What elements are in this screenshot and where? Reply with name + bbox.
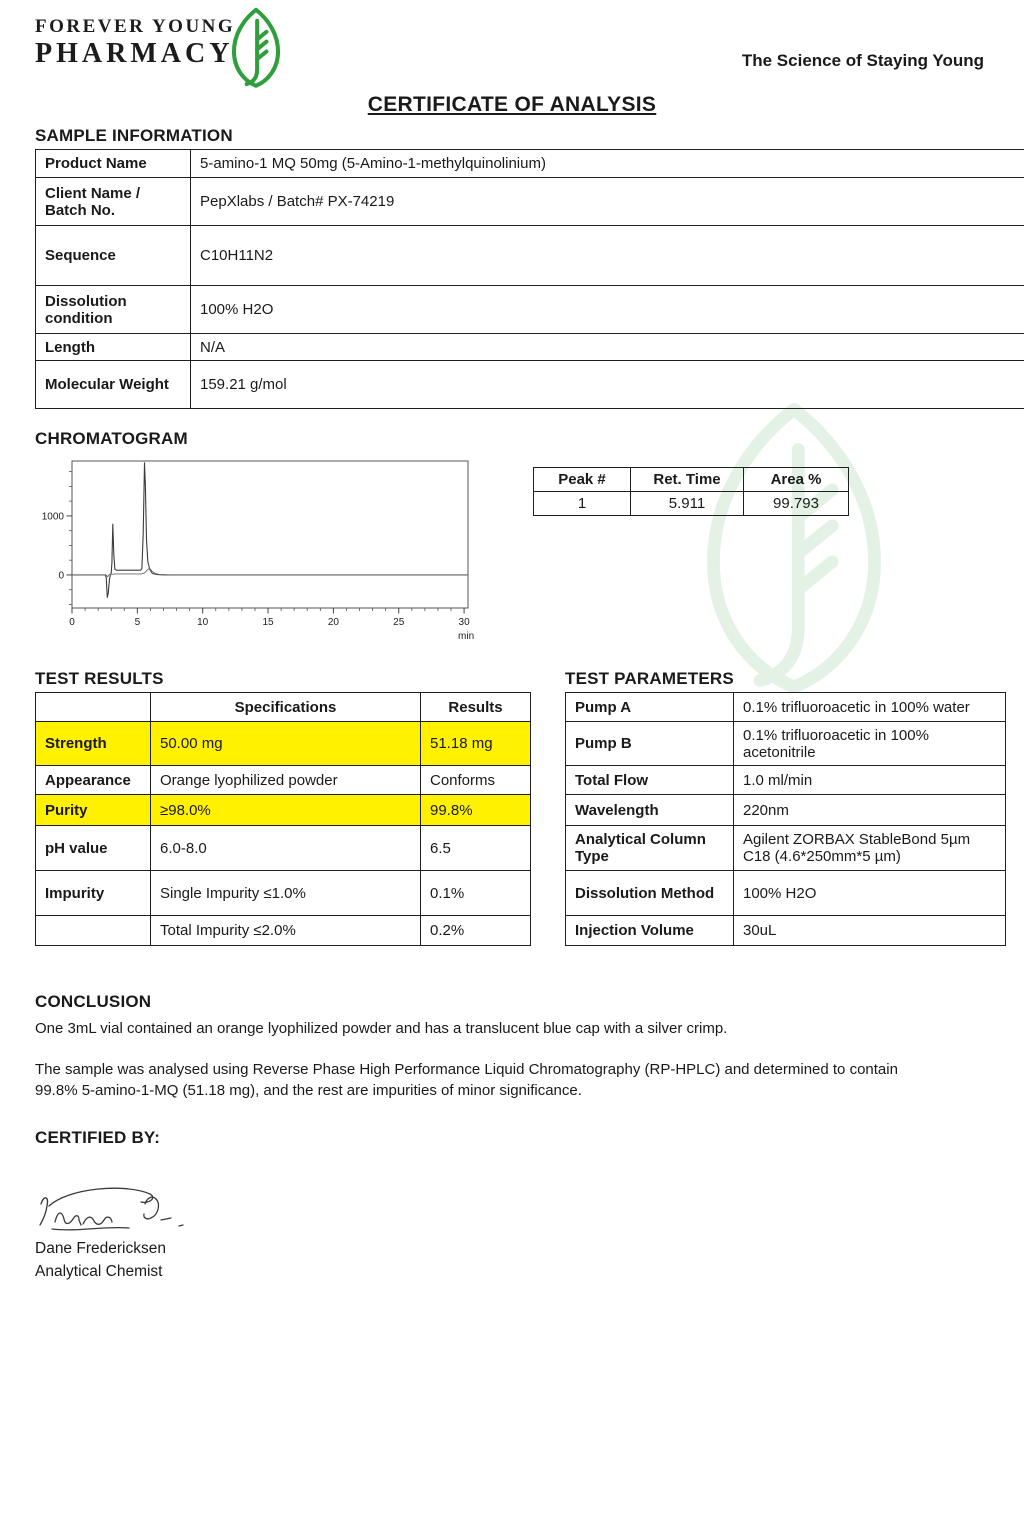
table-row: [566, 795, 1006, 826]
specifications-header: Specifications: [151, 693, 421, 722]
conclusion-paragraph-1: One 3mL vial contained an orange lyophilized powder and has a translucent blue cap with a silver crimp.: [35, 1020, 728, 1037]
param-value: 1.0 ml/min: [734, 766, 1006, 795]
field-label: Length: [36, 334, 191, 361]
tagline: The Science of Staying Young: [741, 51, 984, 70]
field-label: Dissolution condition: [36, 286, 191, 334]
table-row: [36, 178, 1024, 226]
field-label: Client Name / Batch No.: [36, 178, 191, 226]
param-value: 0.1% trifluoroacetic in 100% acetonitrile: [734, 722, 1006, 766]
conclusion-heading: CONCLUSION: [35, 992, 152, 1011]
test-spec: ≥98.0%: [151, 795, 421, 826]
pharmacy-logo: [35, 16, 235, 70]
logo-line1: FOREVER YOUNG: [35, 16, 236, 37]
area-pct: 99.793: [744, 492, 849, 516]
test-results-table: [35, 692, 531, 946]
test-name: pH value: [36, 826, 151, 871]
field-label: Sequence: [36, 226, 191, 286]
table-header-row: [534, 468, 849, 492]
table-row-impurity: [36, 871, 531, 916]
param-label: Wavelength: [566, 795, 734, 826]
area-pct-header: Area %: [744, 468, 849, 492]
svg-text:15: 15: [262, 617, 274, 628]
test-result: 0.1%: [421, 871, 531, 916]
param-value: 100% H2O: [734, 871, 1006, 916]
svg-text:1000: 1000: [41, 511, 64, 523]
svg-text:30: 30: [458, 617, 470, 628]
field-value: C10H11N2: [191, 226, 1024, 286]
table-row: [566, 871, 1006, 916]
svg-text:25: 25: [393, 617, 405, 628]
test-parameters-table: [565, 692, 1006, 946]
certifier-name: Dane Fredericksen: [35, 1240, 166, 1257]
param-label: Pump A: [566, 693, 734, 722]
certified-by-heading: CERTIFIED BY:: [35, 1128, 161, 1147]
results-header: Results: [421, 693, 531, 722]
conclusion-paragraph-2: The sample was analysed using Reverse Phase High Performance Liquid Chromatography (RP-HPLC) and determined to contain 99.8% 5-amino-1-MQ (51.18 mg), and the rest are impurities of minor significance.: [35, 1061, 898, 1099]
field-label: Product Name: [36, 150, 191, 178]
param-label: Analytical Column Type: [566, 826, 734, 871]
test-result: 51.18 mg: [421, 722, 531, 766]
sample-information-heading: SAMPLE INFORMATION: [35, 126, 233, 145]
svg-text:20: 20: [327, 617, 339, 628]
param-value: 0.1% trifluoroacetic in 100% water: [734, 693, 1006, 722]
blank-header: [36, 693, 151, 722]
test-spec: Total Impurity ≤2.0%: [151, 916, 421, 946]
svg-text:0: 0: [69, 617, 75, 628]
table-row: [566, 693, 1006, 722]
leaf-watermark-icon: [688, 392, 900, 702]
test-name: Impurity: [36, 871, 151, 916]
test-result: Conforms: [421, 766, 531, 795]
test-spec: Single Impurity ≤1.0%: [151, 871, 421, 916]
table-row-appearance: [36, 766, 531, 795]
test-results-heading: TEST RESULTS: [35, 669, 164, 688]
test-spec: 50.00 mg: [151, 722, 421, 766]
table-row: [36, 150, 1024, 178]
svg-text:min: min: [458, 631, 475, 642]
field-value: N/A: [191, 334, 1024, 361]
test-result: 99.8%: [421, 795, 531, 826]
param-label: Pump B: [566, 722, 734, 766]
table-row: [566, 916, 1006, 946]
table-row: [534, 492, 849, 516]
table-row: [36, 334, 1024, 361]
test-spec: 6.0-8.0: [151, 826, 421, 871]
param-value: Agilent ZORBAX StableBond 5µm C18 (4.6*250mm*5 µm): [734, 826, 1006, 871]
field-value: 159.21 g/mol: [191, 361, 1024, 409]
field-value: 100% H2O: [191, 286, 1024, 334]
ret-time-header: Ret. Time: [631, 468, 744, 492]
logo-line2: PHARMACY: [35, 37, 234, 69]
test-parameters-heading: TEST PARAMETERS: [565, 669, 734, 688]
svg-text:0: 0: [58, 570, 64, 582]
field-value: 5-amino-1 MQ 50mg (5-Amino-1-methylquinolinium): [191, 150, 1024, 178]
certifier-title: Analytical Chemist: [35, 1263, 163, 1280]
table-row: [566, 722, 1006, 766]
table-row: [36, 286, 1024, 334]
peak-number: 1: [534, 492, 631, 516]
param-label: Dissolution Method: [566, 871, 734, 916]
chromatogram-heading: CHROMATOGRAM: [35, 429, 188, 448]
field-value: PepXlabs / Batch# PX-74219: [191, 178, 1024, 226]
leaf-logo-icon: [227, 6, 285, 89]
table-row-ph: [36, 826, 531, 871]
field-label: Molecular Weight: [36, 361, 191, 409]
svg-text:5: 5: [134, 617, 141, 628]
document-title: CERTIFICATE OF ANALYSIS: [367, 93, 657, 116]
param-value: 30uL: [734, 916, 1006, 946]
table-row: [566, 826, 1006, 871]
table-row-strength: [36, 722, 531, 766]
test-spec: Orange lyophilized powder: [151, 766, 421, 795]
table-row: [566, 766, 1006, 795]
sample-information-table: [35, 149, 1024, 409]
param-value: 220nm: [734, 795, 1006, 826]
peak-number-header: Peak #: [534, 468, 631, 492]
peak-table: [533, 467, 849, 516]
test-result: 6.5: [421, 826, 531, 871]
test-name: [36, 916, 151, 946]
test-name: Strength: [36, 722, 151, 766]
signature: [33, 1182, 198, 1237]
table-row-purity: [36, 795, 531, 826]
ret-time: 5.911: [631, 492, 744, 516]
table-row-total-impurity: [36, 916, 531, 946]
param-label: Injection Volume: [566, 916, 734, 946]
test-name: Appearance: [36, 766, 151, 795]
test-name: Purity: [36, 795, 151, 826]
table-header-row: [36, 693, 531, 722]
chromatogram-plot: [40, 455, 485, 645]
table-row: [36, 226, 1024, 286]
svg-text:10: 10: [197, 617, 209, 628]
table-row: [36, 361, 1024, 409]
test-result: 0.2%: [421, 916, 531, 946]
param-label: Total Flow: [566, 766, 734, 795]
